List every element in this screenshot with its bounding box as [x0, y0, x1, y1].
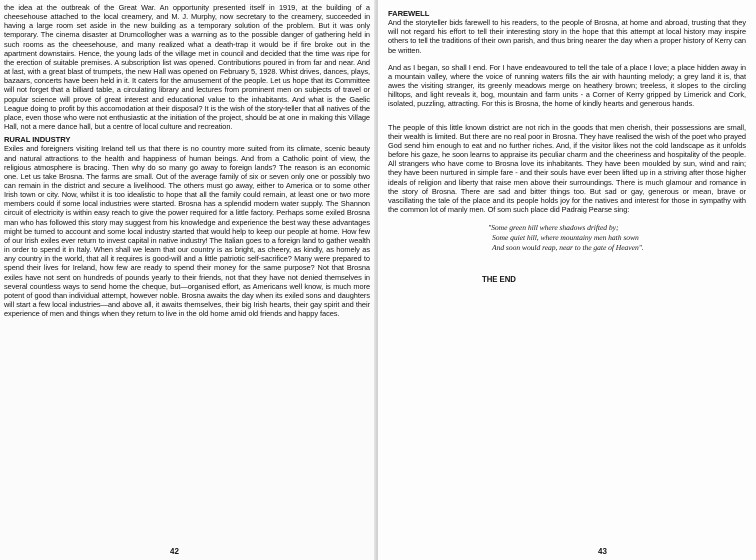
rural-industry-heading: RURAL INDUSTRY	[4, 135, 71, 145]
poem-line-2: Some quiet hill, where mountainy men hath sown	[492, 233, 639, 243]
poem-line-1: "Some green hill where shadows drifted by;	[488, 223, 619, 233]
farewell-paragraph-1: And the storyteller bids farewell to his readers, to the people of Brosna, at home and abroad, trusting that they will not regard his effort to tell their interesting story in the hope that this attempt at local history may inspire others to tell the traditions of their own parish, and thus bring nearer the day when a proper history of Kerry can be written.	[388, 18, 746, 55]
rural-industry-paragraph: Exiles and foreigners visiting Ireland tell us that there is no country more suited from its climate, scenic beauty and natural attractions to the health and happiness of human beings. And from a Catholic point of view, the religious atmosphere is bracing. Then why do so many go away to foreign lands? The reason is an economic one. Let us take Brosna. The farms are small. Out of the average family of six or seven only one or possibly two can remain in the district and secure a livelihood. The others must go away, either to America or to some other Irish town or city. Now, whilst it is too idealistic to hope that all the family could remain, at least one or two more members could if some local industries were started. Brosna has a splendid modern water supply. The Shannon circuit of electricity is within easy reach to give the power required for a little factory. Perhaps some exiled Brosna man who has followed this story may suggest from his knowledge and experience the best way these advantages might be turned to account and some local industry started that would help to keep our people at home. How few of our Irish exiles ever return to invest capital in native industry! The Italian goes to a foreign land to gather wealth in order to spend it in Italy. When shall we learn that our country is as bright, as cheery, as kindly, as homely as any country in the world, that all it requires is good-will and a little patriotic self-sacrifice? Many were prepared to spend their lives for Ireland, how few are ready to spend their money for the same purpose? Not that Brosna exiles have not sent on hundreds of pounds yearly to their friends, not that they have not denied themselves in several countless ways to send home the cheque, but—organised effort, as Americans well know, is much more potent of good than individual attempt, however noble. Brosna awaits the day when its exiled sons and daughters will start a few local industries—and above all, it awaits themselves, their big Irish hearts, their gay spirit and their experience of men and things when they return to live in the old home amid old friends and happy faces.	[4, 144, 370, 319]
farewell-paragraph-2: And as I began, so shall I end. For I have endeavoured to tell the tale of a place I love; a place hidden away in a mountain valley, where the voice of running waters fills the air with haunting melody; a grey land it is, that awes the visiting stranger, its greenly meadows merge on heathery brown; treeless, it slopes to the circling hilltops, and light reveals it, bog, mountain and farm units - a Corner of Kerry gripped by Limerick and Cork, isolated, puzzling, attracting. For this is Brosna, the home of kindly hearts and generous hands.	[388, 62, 746, 109]
farewell-heading: FAREWELL	[388, 9, 430, 18]
right-text-column	[388, 9, 746, 284]
poem-line-3: And soon would reap, near to the gate of Heaven".	[492, 243, 644, 253]
village-hall-paragraph: the idea at the outbreak of the Great War. An opportunity presented itself in 1919, at the building of a cheesehouse attached to the local creamery, and M. J. Murphy, now secretary to the creamery, succeeded in having a large room set aside in the new building as a temporary solution of the problem. But it was only temporary. The cinema disaster at Drumcollogher was a warning as to the possible danger of gathering held in such rooms as the cheesehouse, and many realized what a death-trap it would be if fire broke out in the apartment downstairs. Hence, the young lads of the village met in council and decided that the time was ripe for the erection of suitable premises. A subscription list was opened. Contributions poured in from far and near. And at last, with a great blast of trumpets, the new Hall was opened on February 5, 1928. Whist drives, dances, plays, bazaars, concerts have been held in it. It caters for the amusement of the people. Let us hope that its Committee will not forget that a billiard table, a circulating library and lectures from prominent men on subjects of travel or popular science will prove of great interest and educational value to the inhabitants. And what is the Gaelic League doing to profit by this accomodation at their disposal? It is the wish of the story-teller that all natives of the place, even those who were not enthusiastic at the initiation of the project, should be at one in making this Village Hall, not a mere dance hall, but a centre of local culture and recreation.	[4, 3, 370, 132]
farewell-paragraph-3: The people of this little known district are not rich in the goods that men cherish, their possessions are small, their wealth is limited. But there are no real poor in Brosna. They have realised the wish of the poet who prayed God send him enough to eat and no further riches. And, if the visitor likes not the cold landscape as it unfolds before his gaze, he soon learns to appraise its peculiar charm and the cheeriness and hospitality of the people. All strangers who have come to Brosna love its inhabitants. They have been moulded by sun, wind and rain; they have been nurtured in simple fare - and their souls have ever been lifted up in a striving after those higher ideals of religion and liberty that raise men above their surroundings. There is much glamour and romance in the story of Brosna. There are sad and bitter things too. But sad or gay, generous or mean, brave or vascillating the tale of the place and its people holds joy for the natives and interest for those in sympathy with the common lot of manly men. Of som such place did Padraig Pearse sing:	[388, 122, 746, 214]
right-page	[378, 0, 756, 560]
left-text-column	[4, 3, 370, 318]
pearse-poem	[488, 223, 746, 253]
the-end-heading: THE END	[482, 275, 516, 285]
page-number-left: 42	[170, 547, 179, 556]
page-number-right: 43	[598, 547, 607, 556]
